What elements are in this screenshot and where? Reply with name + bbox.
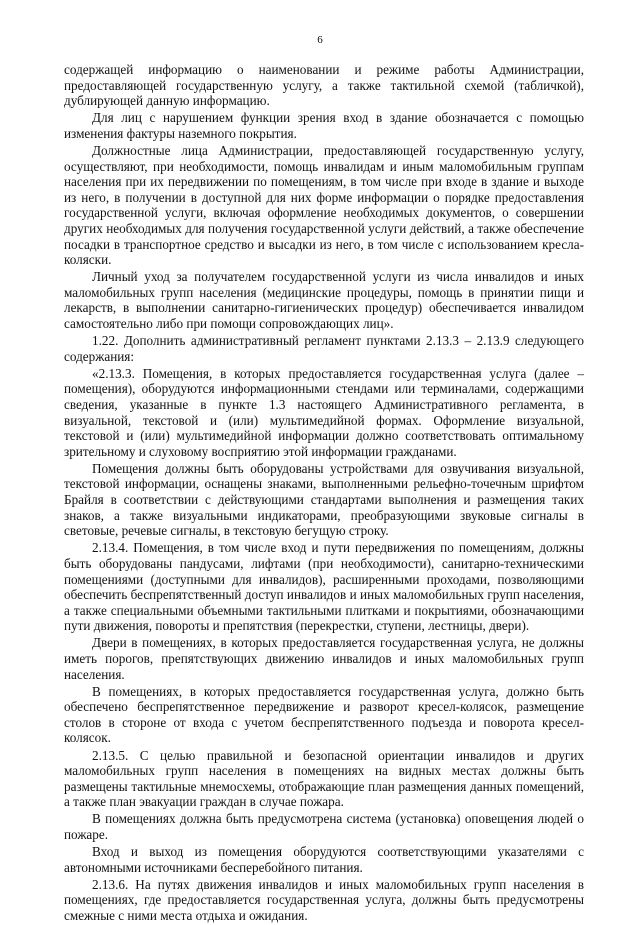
paragraph-clause-2-13-3: «2.13.3. Помещения, в которых предоставляется государственная услуга (далее – помещения), оборудуются информационными стендами или терминалами, содержащими сведения, указанные в пункте 1.3 настоящего Административного регламента, в визуальной, текстовой и (или) мультимедийной формах. Оформление визуальной, текстовой и (или) мультимедийной информации должно соответствовать оптимальному зрительному и слуховому восприятию этой информации гражданами. bbox=[64, 365, 584, 459]
paragraph-vision-impaired-entrance: Для лиц с нарушением функции зрения вход в здание обозначается с помощью изменения фактуры наземного покрытия. bbox=[64, 110, 584, 141]
paragraph-wheelchair-movement: В помещениях, в которых предоставляется государственная услуга, должно быть обеспечено беспрепятственное передвижение и разворот кресел-колясок, размещение столов в стороне от входа с учетом беспрепятственного подъезда и поворота кресел-колясок. bbox=[64, 683, 584, 746]
paragraph-clause-2-13-6: 2.13.6. На путях движения инвалидов и иных маломобильных групп населения в помещениях, где предоставляется государственная услуга, должны быть предусмотрены смежные с ними места отдыха и ожидания. bbox=[64, 876, 584, 923]
paragraph-clause-2-13-4: 2.13.4. Помещения, в том числе вход и пути передвижения по помещениям, должны быть оборудованы пандусами, лифтами (при необходимости), санитарно-техническими помещениями (доступными для инвалидов), расширенными проходами, позволяющими обеспечить беспрепятственный доступ инвалидов и иных маломобильных групп населения, а также специальными объемными тактильными плитками и покрытиями, обозначающими пути движения, повороты и препятствия (перекрестки, ступени, лестницы, двери). bbox=[64, 540, 584, 634]
paragraph-entrance-exit-signs: Вход и выход из помещения оборудуются соответствующими указателями с автономными источниками бесперебойного питания. bbox=[64, 844, 584, 875]
page-number: 6 bbox=[317, 34, 323, 46]
paragraph-officials-assistance: Должностные лица Администрации, предоставляющей государственную услугу, осуществляют, при необходимости, помощь инвалидам и иным маломобильным группам населения при их передвижении по помещениям, в том числе при входе в здание и выходе из него, в получении в доступной для них форме информации о порядке предоставления государственной услуги, включая оформление необходимых документов, о совершении других необходимых для получения государственной услуги действий, а также обеспечение посадки в транспортное средство и высадки из него, в том числе с использованием кресла-коляски. bbox=[64, 142, 584, 268]
paragraph-clause-1-22: 1.22. Дополнить административный регламент пунктами 2.13.3 – 2.13.9 следующего содержания: bbox=[64, 333, 584, 364]
paragraph-fire-alarm: В помещениях должна быть предусмотрена система (установка) оповещения людей о пожаре. bbox=[64, 811, 584, 842]
paragraph-personal-care: Личный уход за получателем государственной услуги из числа инвалидов и иных маломобильных групп населения (медицинские процедуры, помощь в принятии пищи и лекарств, в выполнении санитарно-гигиенических процедур) обеспечивается инвалидом самостоятельно либо при помощи сопровождающих лиц». bbox=[64, 269, 584, 331]
paragraph-doors-no-thresholds: Двери в помещениях, в которых предоставляется государственная услуга, не должны иметь порогов, препятствующих движению инвалидов и иных маломобильных групп населения. bbox=[64, 635, 584, 682]
document-body bbox=[64, 62, 584, 925]
paragraph-audio-braille-equipment: Помещения должны быть оборудованы устройствами для озвучивания визуальной, текстовой информации, оснащены знаками, выполненными рельефно-точечным шрифтом Брайля в соответствии с действующими стандартами выполнения и размещения таких знаков, а также визуальными индикаторами, преобразующими звуковые сигналы в световые, речевые сигналы, в текстовую бегущую строку. bbox=[64, 460, 584, 539]
paragraph-clause-2-13-5: 2.13.5. С целью правильной и безопасной ориентации инвалидов и других маломобильных групп населения в помещениях на видных местах должны быть размещены тактильные мнемосхемы, отображающие план размещения данных помещений, а также план эвакуации граждан в случае пожара. bbox=[64, 747, 584, 810]
paragraph-continuation: содержащей информацию о наименовании и режиме работы Администрации, предоставляющей государственную услугу, а также тактильной схемой (табличкой), дублирующей данную информацию. bbox=[64, 62, 584, 109]
